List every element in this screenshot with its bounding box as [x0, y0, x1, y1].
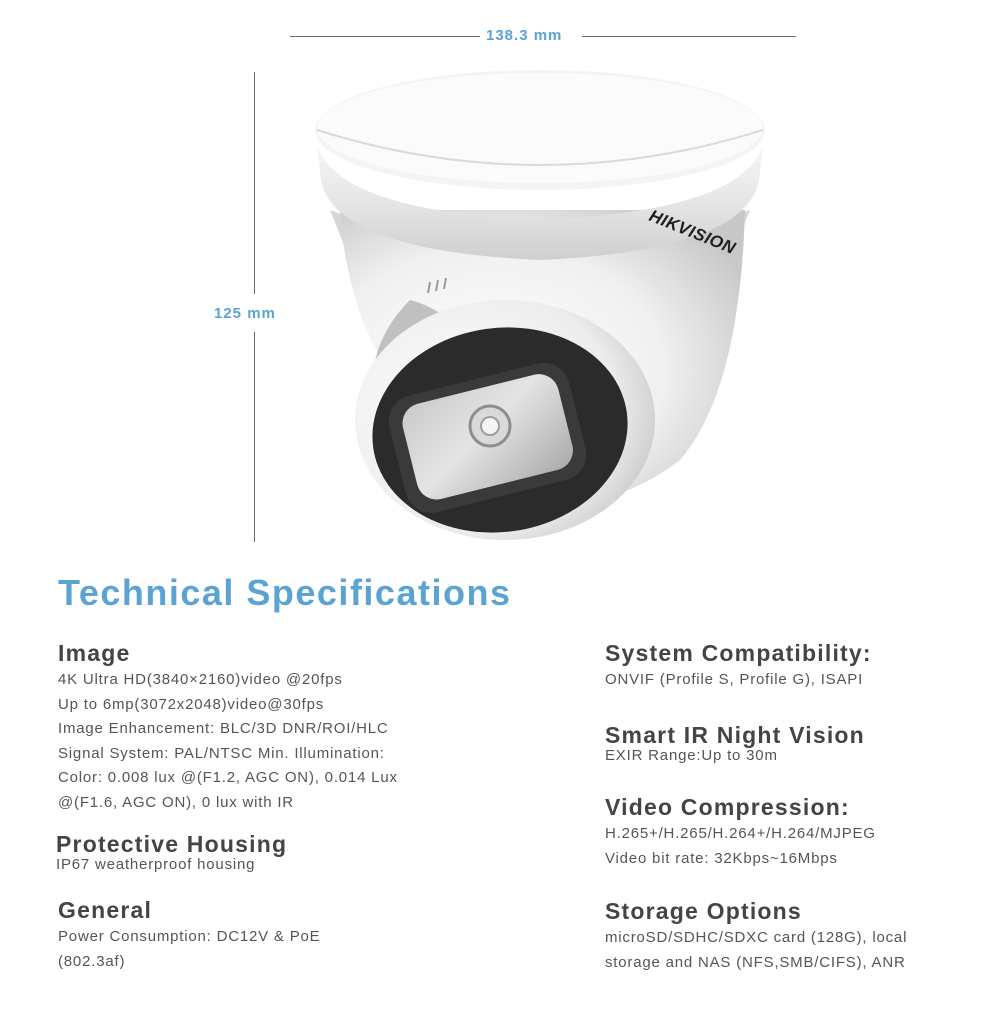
spec-image-line: Signal System: PAL/NTSC Min. Illumination:	[58, 744, 385, 762]
spec-ir-heading: Smart IR Night Vision	[605, 722, 865, 748]
spec-compression-line: H.265+/H.265/H.264+/H.264/MJPEG	[605, 825, 876, 842]
width-dimension-line-left	[290, 36, 480, 37]
spec-storage-line: storage and NAS (NFS,SMB/CIFS), ANR	[605, 953, 906, 971]
height-dimension-line-top	[254, 72, 255, 294]
spec-image-line: Up to 6mp(3072x2048)video@30fps	[58, 695, 325, 713]
height-dimension-line-bottom	[254, 332, 255, 542]
spec-housing-heading: Protective Housing	[56, 831, 288, 857]
spec-compression-heading: Video Compression:	[605, 794, 850, 820]
spec-ir-line: EXIR Range:Up to 30m	[605, 747, 778, 764]
page-title: Technical Specifications	[58, 572, 512, 613]
width-dimension-line-right	[582, 36, 796, 37]
spec-storage-line: microSD/SDHC/SDXC card (128G), local	[605, 929, 908, 946]
hikvision-logo: HIKVISION	[646, 206, 739, 258]
spec-general-heading: General	[58, 897, 153, 923]
spec-general-line: (802.3af)	[58, 952, 126, 970]
spec-image-line: 4K Ultra HD(3840×2160)video @20fps	[58, 671, 343, 688]
spec-image-line: Color: 0.008 lux @(F1.2, AGC ON), 0.014 Lux	[58, 769, 398, 786]
spec-image-heading: Image	[58, 640, 131, 666]
spec-ir-section	[605, 720, 865, 769]
spec-general-section	[58, 895, 320, 974]
spec-housing-section	[56, 829, 287, 878]
spec-image-line: @(F1.6, AGC ON), 0 lux with IR	[58, 793, 294, 811]
width-dimension-label: 138.3 mm	[486, 27, 563, 44]
dome-camera-image	[290, 60, 790, 540]
spec-compression-section	[605, 792, 876, 871]
spec-image-line: Image Enhancement: BLC/3D DNR/ROI/HLC	[58, 720, 389, 737]
spec-general-line: Power Consumption: DC12V & PoE	[58, 928, 321, 945]
height-dimension-label: 125 mm	[214, 305, 276, 322]
spec-compat-section	[605, 638, 872, 693]
spec-storage-section	[605, 896, 907, 975]
spec-compat-heading: System Compatibility:	[605, 640, 872, 666]
spec-image-section	[58, 638, 398, 815]
spec-compat-line: ONVIF (Profile S, Profile G), ISAPI	[605, 671, 864, 688]
spec-compression-line: Video bit rate: 32Kbps~16Mbps	[605, 849, 838, 867]
spec-housing-line: IP67 weatherproof housing	[56, 856, 256, 873]
spec-storage-heading: Storage Options	[605, 898, 802, 924]
